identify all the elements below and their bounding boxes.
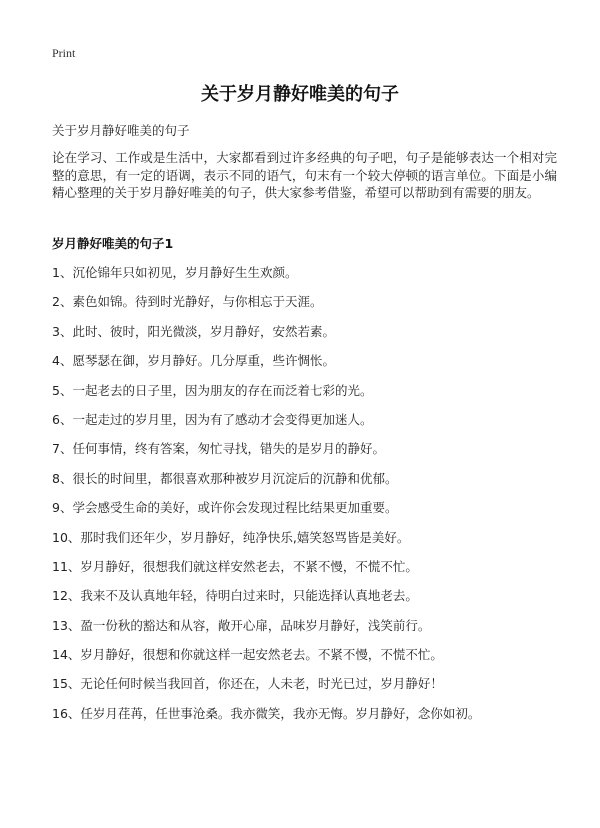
list-item: 15、无论任何时候当我回首，你还在，人未老，时光已过，岁月静好！ [52,676,443,692]
sentence-list [52,265,557,735]
list-item: 4、愿琴瑟在御，岁月静好。几分厚重，些许惆怅。 [52,353,335,369]
list-item: 12、我来不及认真地年轻，待明白过来时，只能选择认真地老去。 [52,588,418,604]
list-item: 8、很长的时间里，都很喜欢那种被岁月沉淀后的沉静和优郁。 [52,470,398,486]
list-item: 11、岁月静好，很想我们就这样安然老去，不紧不慢，不慌不忙。 [52,558,418,574]
list-item: 6、一起走过的岁月里，因为有了感动才会变得更加迷人。 [52,411,373,427]
list-item: 9、学会感受生命的美好，或许你会发现过程比结果更加重要。 [52,500,398,516]
list-item: 14、岁月静好，很想和你就这样一起安然老去。不紧不慢，不慌不忙。 [52,647,443,663]
list-item: 10、那时我们还年少，岁月静好，纯净快乐,嬉笑怒骂皆是美好。 [52,529,410,545]
list-item: 5、一起老去的日子里，因为朋友的存在而泛着七彩的光。 [52,382,373,398]
document-subtitle: 关于岁月静好唯美的句子 [52,123,190,138]
page-title: 关于岁月静好唯美的句子 [201,84,399,105]
list-item: 7、任何事情，终有答案，匆忙寻找，错失的是岁月的静好。 [52,441,385,457]
list-item: 1、沉伦锦年只如初见，岁月静好生生欢颜。 [52,265,298,280]
list-item: 13、盈一份秋的豁达和从容，敞开心扉，品味岁月静好，浅笑前行。 [52,617,431,633]
list-item: 3、此时、彼时，阳光微淡，岁月静好，安然若素。 [52,323,335,339]
list-item: 2、素色如锦。待到时光静好，与你相忘于天涯。 [52,294,323,310]
print-link[interactable]: Print [52,46,76,60]
section-heading: 岁月静好唯美的句子1 [52,236,174,251]
intro-paragraph: 论在学习、工作或是生活中，大家都看到过许多经典的句子吧，句子是能够表达一个相对完整的意思，有一定的语调，表示不同的语气，句末有一个较大停顿的语言单位。下面是小编精心整理的关于岁月静好唯美的句子，供大家参考借鉴，希望可以帮助到有需要的朋友。 [52,150,557,200]
list-item: 16、任岁月荏苒，任世事沧桑。我亦微笑，我亦无悔。岁月静好，念你如初。 [52,705,481,721]
